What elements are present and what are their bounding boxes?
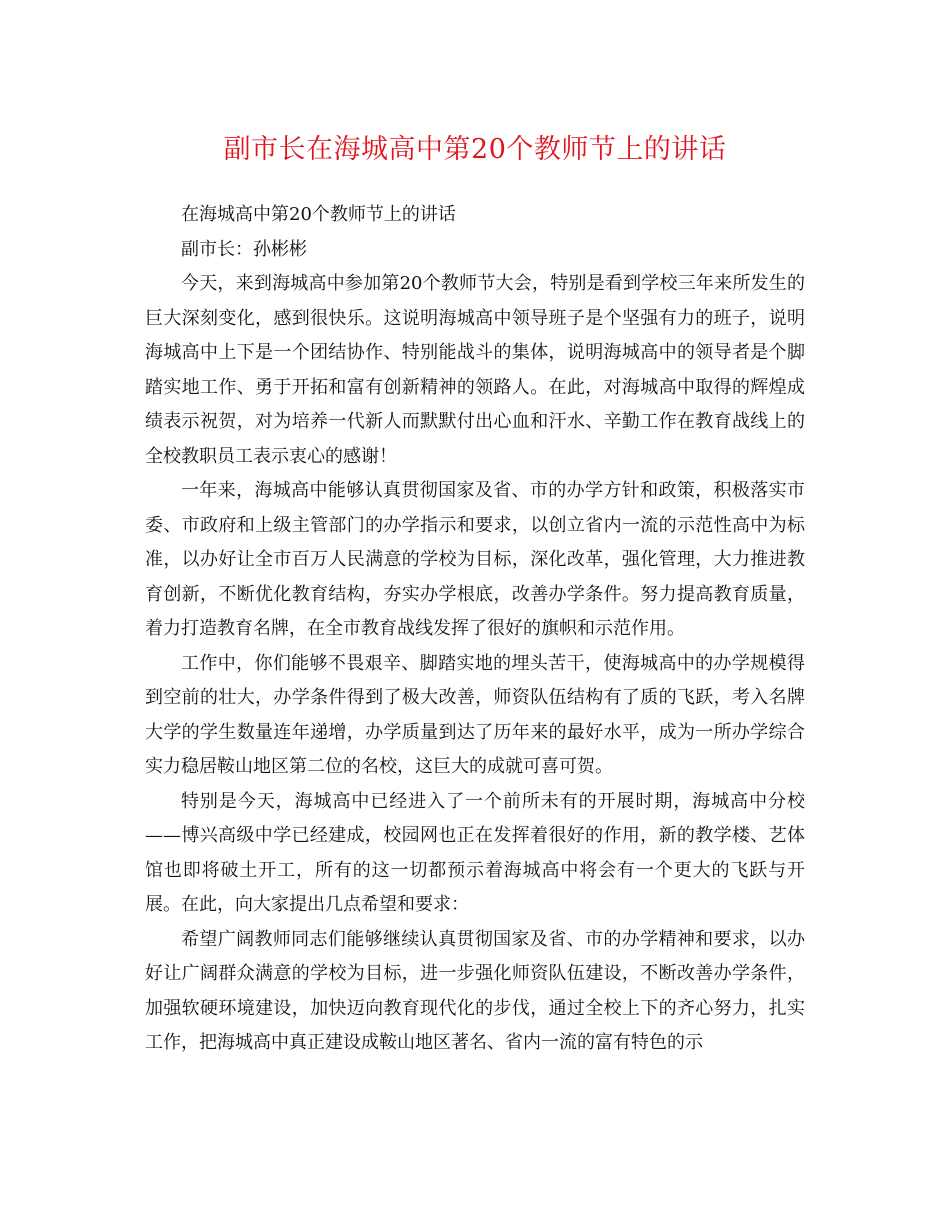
document-title: 副市长在海城高中第20个教师节上的讲话: [223, 134, 727, 165]
paragraph: 工作中，你们能够不畏艰辛、脚踏实地的埋头苦干，使海城高中的办学规模得到空前的壮大，办学条件得到了极大改善，师资队伍结构有了质的飞跃，考入名牌大学的学生数量连年递增，办学质量到达了历年来的最好水平，成为一所办学综合实力稳居鞍山地区第二位的名校，这巨大的成就可喜可贺。: [145, 652, 805, 777]
paragraph: 今天，来到海城高中参加第20个教师节大会，特别是看到学校三年来所发生的巨大深刻变化，感到很快乐。这说明海城高中领导班子是个坚强有力的班子，说明海城高中上下是一个团结协作、特别能战斗的集体，说明海城高中的领导者是个脚踏实地工作、勇于开拓和富有创新精神的领路人。在此，对海城高中取得的辉煌成绩表示祝贺，对为培养一代新人而默默付出心血和汗水、辛勤工作在教育战线上的全校教职员工表示衷心的感谢！: [145, 273, 805, 467]
document-subtitle: 在海城高中第20个教师节上的讲话: [181, 204, 456, 225]
document-body: [145, 198, 805, 1061]
speaker-line: 副市长：孙彬彬: [181, 238, 307, 260]
paragraph: 一年来，海城高中能够认真贯彻国家及省、市的办学方针和政策，积极落实市委、市政府和上级主管部门的办学指示和要求，以创立省内一流的示范性高中为标准，以办好让全市百万人民满意的学校为目标，深化改革，强化管理，大力推进教育创新，不断优化教育结构，夯实办学根底，改善办学条件。努力提高教育质量，着力打造教育名牌，在全市教育战线发挥了很好的旗帜和示范作用。: [145, 480, 805, 639]
paragraph: 希望广阔教师同志们能够继续认真贯彻国家及省、市的办学精神和要求，以办好让广阔群众满意的学校为目标，进一步强化师资队伍建设，不断改善办学条件，加强软硬环境建设，加快迈向教育现代化的步伐，通过全校上下的齐心努力，扎实工作，把海城高中真正建设成鞍山地区著名、省内一流的富有特色的示: [145, 928, 805, 1053]
paragraph: 特别是今天，海城高中已经进入了一个前所未有的开展时期，海城高中分校——博兴高级中学已经建成，校园网也正在发挥着很好的作用，新的教学楼、艺体馆也即将破土开工，所有的这一切都预示着海城高中将会有一个更大的飞跃与开展。在此，向大家提出几点希望和要求：: [145, 790, 805, 915]
